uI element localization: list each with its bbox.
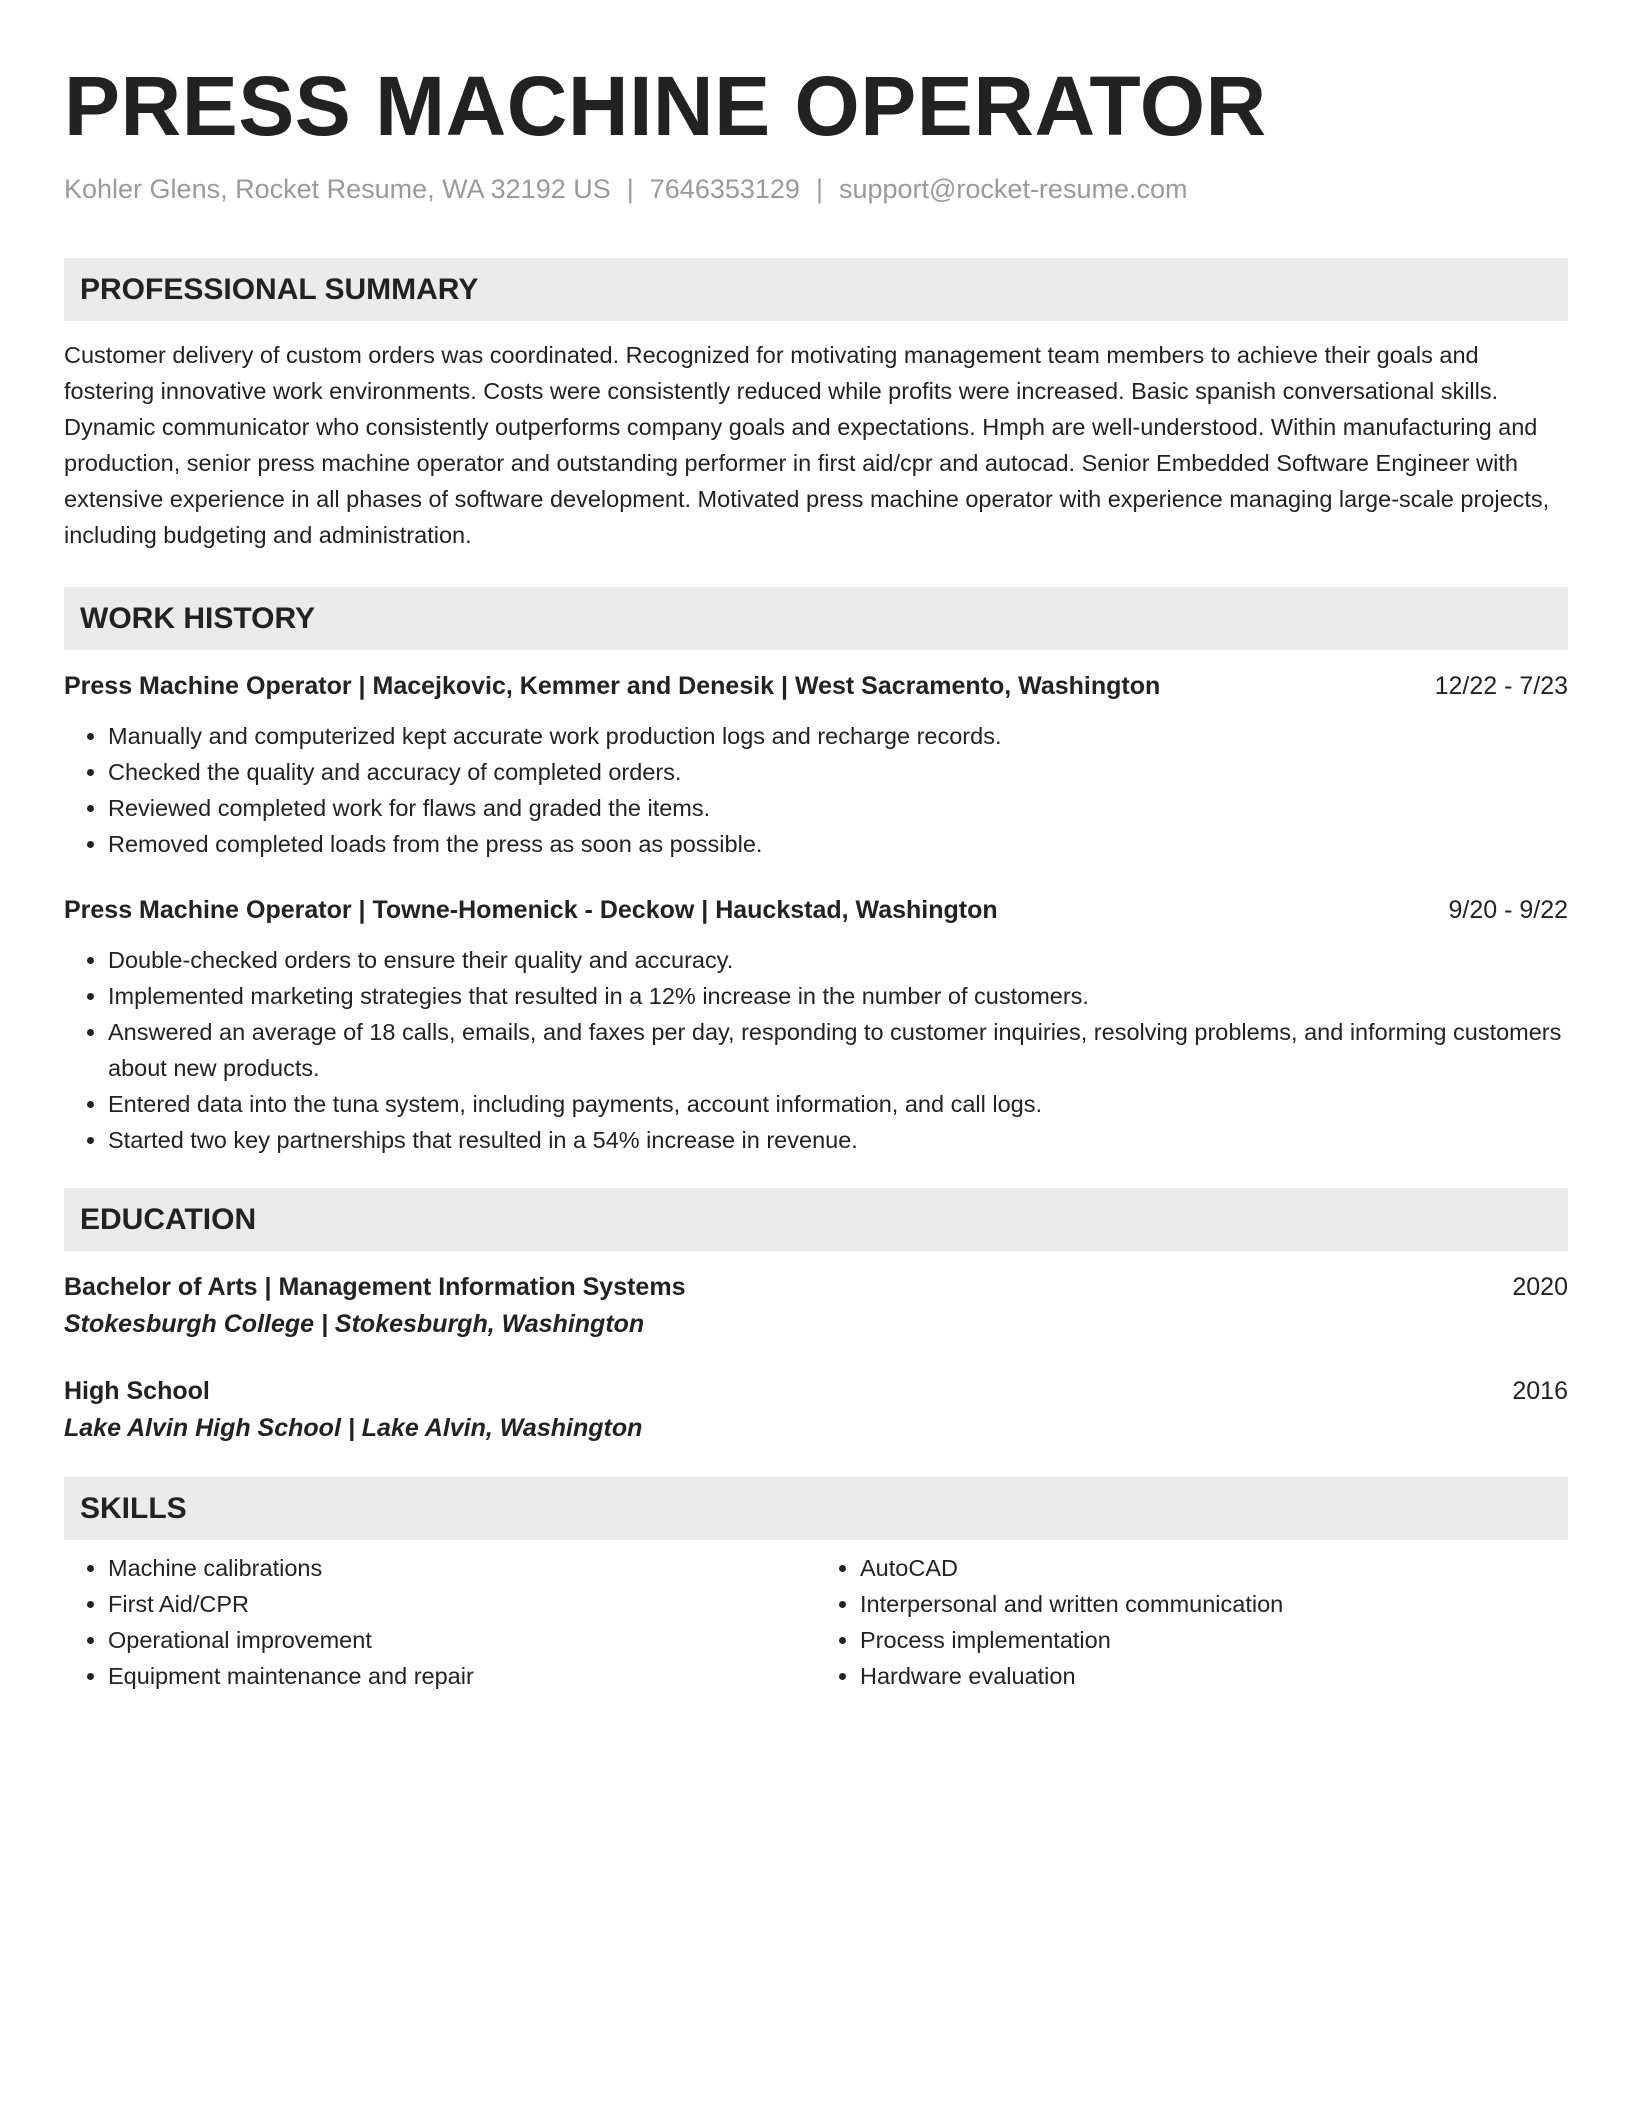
skills-column-right [816,1550,1568,1694]
education-degree: Bachelor of Arts | Management Information Systems [64,1273,686,1301]
education-school: Stokesburgh College | Stokesburgh, Washington [64,1310,645,1338]
job-bullet: • Entered data into the tuna system, including payments, account information, and call logs. [108,1086,1568,1122]
skills-column-left [64,1550,816,1694]
contact-phone: 7646353129 [649,174,800,204]
work-history-heading: WORK HISTORY [64,587,1568,650]
job-bullet: • Manually and computerized kept accurate work production logs and recharge records. [108,718,1568,754]
skill-item: • Equipment maintenance and repair [108,1658,816,1694]
skill-item: • Operational improvement [108,1622,816,1658]
education-school: Lake Alvin High School | Lake Alvin, Washington [64,1414,643,1442]
summary-text: Customer delivery of custom orders was coordinated. Recognized for motivating management team members to achieve their goals and fostering innovative work environments. Costs were consistently reduced while profits were increased. Basic spanish conversational skills. Dynamic communicator who consistently outperforms company goals and expectations. Hmph are well-understood. Within manufacturing and production, senior press machine operator and outstanding performer in first aid/cpr and autocad. Senior Embedded Software Engineer with extensive experience in all phases of software development. Motivated press machine operator with experience managing large-scale projects, including budgeting and administration. [64,342,1550,548]
job-bullet: • Implemented marketing strategies that resulted in a 12% increase in the number of customers. [108,978,1568,1014]
contact-separator: | [815,174,823,204]
job-bullets [64,718,1568,862]
contact-line [64,172,1568,206]
summary-heading: PROFESSIONAL SUMMARY [64,258,1568,321]
education-year: 2016 [1512,1377,1568,1405]
education-entry [64,1373,1568,1447]
skills-heading: SKILLS [64,1477,1568,1540]
job-entry [64,668,1568,862]
skill-item: • Interpersonal and written communication [860,1586,1568,1622]
job-dates: 9/20 - 9/22 [1448,896,1568,924]
job-header [64,892,1568,928]
job-bullets [64,942,1568,1158]
education-degree: High School [64,1377,210,1405]
job-dates: 12/22 - 7/23 [1434,672,1568,700]
education-year: 2020 [1512,1273,1568,1301]
contact-email: support@rocket-resume.com [838,174,1188,204]
skill-item: • Machine calibrations [108,1550,816,1586]
education-heading: EDUCATION [64,1188,1568,1251]
job-bullet: • Removed completed loads from the press as soon as possible. [108,826,1568,862]
skill-item: • First Aid/CPR [108,1586,816,1622]
education-header [64,1373,1568,1409]
job-bullet: • Double-checked orders to ensure their quality and accuracy. [108,942,1568,978]
job-bullet: • Reviewed completed work for flaws and graded the items. [108,790,1568,826]
job-bullet: • Started two key partnerships that resulted in a 54% increase in revenue. [108,1122,1568,1158]
skill-item: • Process implementation [860,1622,1568,1658]
contact-address: Kohler Glens, Rocket Resume, WA 32192 US [64,174,611,204]
education-entry [64,1269,1568,1343]
skills-list [64,1550,1568,1694]
job-title: Press Machine Operator | Macejkovic, Kemmer and Denesik | West Sacramento, Washington [64,672,1161,700]
skill-item: • AutoCAD [860,1550,1568,1586]
job-entry [64,892,1568,1158]
resume-title: PRESS MACHINE OPERATOR [64,59,1267,153]
education-header [64,1269,1568,1305]
skill-item: • Hardware evaluation [860,1658,1568,1694]
job-bullet: • Answered an average of 18 calls, emails, and faxes per day, responding to customer inquiries, resolving problems, and informing customers about new products. [108,1014,1568,1086]
job-title: Press Machine Operator | Towne-Homenick - Deckow | Hauckstad, Washington [64,896,998,924]
contact-separator: | [626,174,634,204]
job-bullet: • Checked the quality and accuracy of completed orders. [108,754,1568,790]
job-header [64,668,1568,704]
